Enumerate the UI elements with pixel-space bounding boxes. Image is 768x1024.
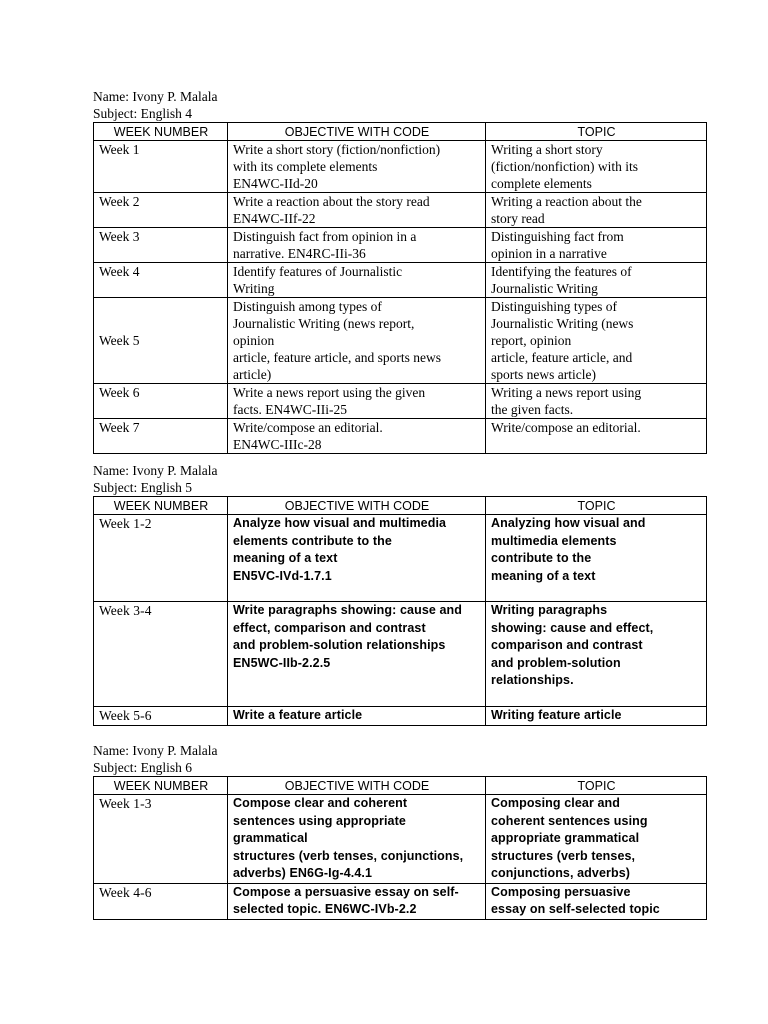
objective-cell: Write a reaction about the story read EN4WC-IIf-22	[228, 193, 486, 228]
week-cell: Week 1	[94, 141, 228, 193]
subject-label: Subject: English 6	[93, 760, 192, 775]
topic-cell: Writing paragraphs showing: cause and effect, comparison and contrast and problem-solution relationships.	[486, 602, 707, 707]
header-objective: OBJECTIVE WITH CODE	[228, 777, 486, 795]
student-name: Name: Ivony P. Malala	[93, 463, 218, 478]
topic-cell: Writing a news report using the given facts.	[486, 384, 707, 419]
objective-cell: Write paragraphs showing: cause and effect, comparison and contrast and problem-solution relationships EN5WC-IIb-2.2.5	[228, 602, 486, 707]
week-cell: Week 2	[94, 193, 228, 228]
table-row	[94, 602, 707, 707]
week-cell: Week 3	[94, 228, 228, 263]
objective-cell: Distinguish fact from opinion in a narrative. EN4RC-IIi-36	[228, 228, 486, 263]
objective-cell: Write a news report using the given facts. EN4WC-IIi-25	[228, 384, 486, 419]
table-row	[94, 419, 707, 454]
section-english-4	[93, 88, 676, 454]
section-english-6	[93, 742, 676, 920]
table-row	[94, 263, 707, 298]
table-header-row	[94, 777, 707, 795]
objective-cell: Write/compose an editorial. EN4WC-IIIc-28	[228, 419, 486, 454]
header-topic: TOPIC	[486, 123, 707, 141]
topic-cell: Distinguishing types of Journalistic Writing (news report, opinion article, feature article, and sports news article)	[486, 298, 707, 384]
lesson-table	[93, 496, 707, 726]
objective-cell: Compose a persuasive essay on self- selected topic. EN6WC-IVb-2.2	[228, 883, 486, 919]
week-cell: Week 4	[94, 263, 228, 298]
topic-cell: Writing feature article	[486, 707, 707, 726]
objective-cell: Write a short story (fiction/nonfiction) with its complete elements EN4WC-IId-20	[228, 141, 486, 193]
header-week-number: WEEK NUMBER	[94, 497, 228, 515]
table-row	[94, 193, 707, 228]
table-header-row	[94, 123, 707, 141]
header-topic: TOPIC	[486, 497, 707, 515]
student-name: Name: Ivony P. Malala	[93, 743, 218, 758]
subject-label: Subject: English 5	[93, 480, 192, 495]
objective-cell: Compose clear and coherent sentences using appropriate grammatical structures (verb tenses, conjunctions, adverbs) EN6G-Ig-4.4.1	[228, 795, 486, 884]
section-english-5	[93, 462, 676, 726]
objective-cell: Distinguish among types of Journalistic Writing (news report, opinion article, feature article, and sports news article)	[228, 298, 486, 384]
header-topic: TOPIC	[486, 777, 707, 795]
objective-cell: Analyze how visual and multimedia elements contribute to the meaning of a text EN5VC-IVd-1.7.1	[228, 515, 486, 602]
subject-label: Subject: English 4	[93, 106, 192, 121]
topic-cell: Composing clear and coherent sentences using appropriate grammatical structures (verb tenses, conjunctions, adverbs)	[486, 795, 707, 884]
table-row	[94, 141, 707, 193]
header-week-number: WEEK NUMBER	[94, 777, 228, 795]
topic-cell: Identifying the features of Journalistic Writing	[486, 263, 707, 298]
table-row	[94, 707, 707, 726]
objective-cell: Write a feature article	[228, 707, 486, 726]
week-cell: Week 7	[94, 419, 228, 454]
week-cell: Week 5-6	[94, 707, 228, 726]
header-objective: OBJECTIVE WITH CODE	[228, 497, 486, 515]
topic-cell: Distinguishing fact from opinion in a narrative	[486, 228, 707, 263]
topic-cell: Analyzing how visual and multimedia elements contribute to the meaning of a text	[486, 515, 707, 602]
table-row	[94, 298, 707, 384]
week-cell: Week 5	[94, 298, 228, 384]
objective-cell: Identify features of Journalistic Writing	[228, 263, 486, 298]
lesson-table	[93, 776, 707, 920]
table-row	[94, 384, 707, 419]
table-row	[94, 883, 707, 919]
week-cell: Week 3-4	[94, 602, 228, 707]
student-name: Name: Ivony P. Malala	[93, 89, 218, 104]
week-cell: Week 6	[94, 384, 228, 419]
header-week-number: WEEK NUMBER	[94, 123, 228, 141]
topic-cell: Writing a reaction about the story read	[486, 193, 707, 228]
table-row	[94, 795, 707, 884]
table-row	[94, 515, 707, 602]
table-header-row	[94, 497, 707, 515]
lesson-table	[93, 122, 707, 454]
topic-cell: Composing persuasive essay on self-selected topic	[486, 883, 707, 919]
week-cell: Week 1-2	[94, 515, 228, 602]
table-row	[94, 228, 707, 263]
header-objective: OBJECTIVE WITH CODE	[228, 123, 486, 141]
week-cell: Week 1-3	[94, 795, 228, 884]
topic-cell: Writing a short story (fiction/nonfiction) with its complete elements	[486, 141, 707, 193]
week-cell: Week 4-6	[94, 883, 228, 919]
topic-cell: Write/compose an editorial.	[486, 419, 707, 454]
